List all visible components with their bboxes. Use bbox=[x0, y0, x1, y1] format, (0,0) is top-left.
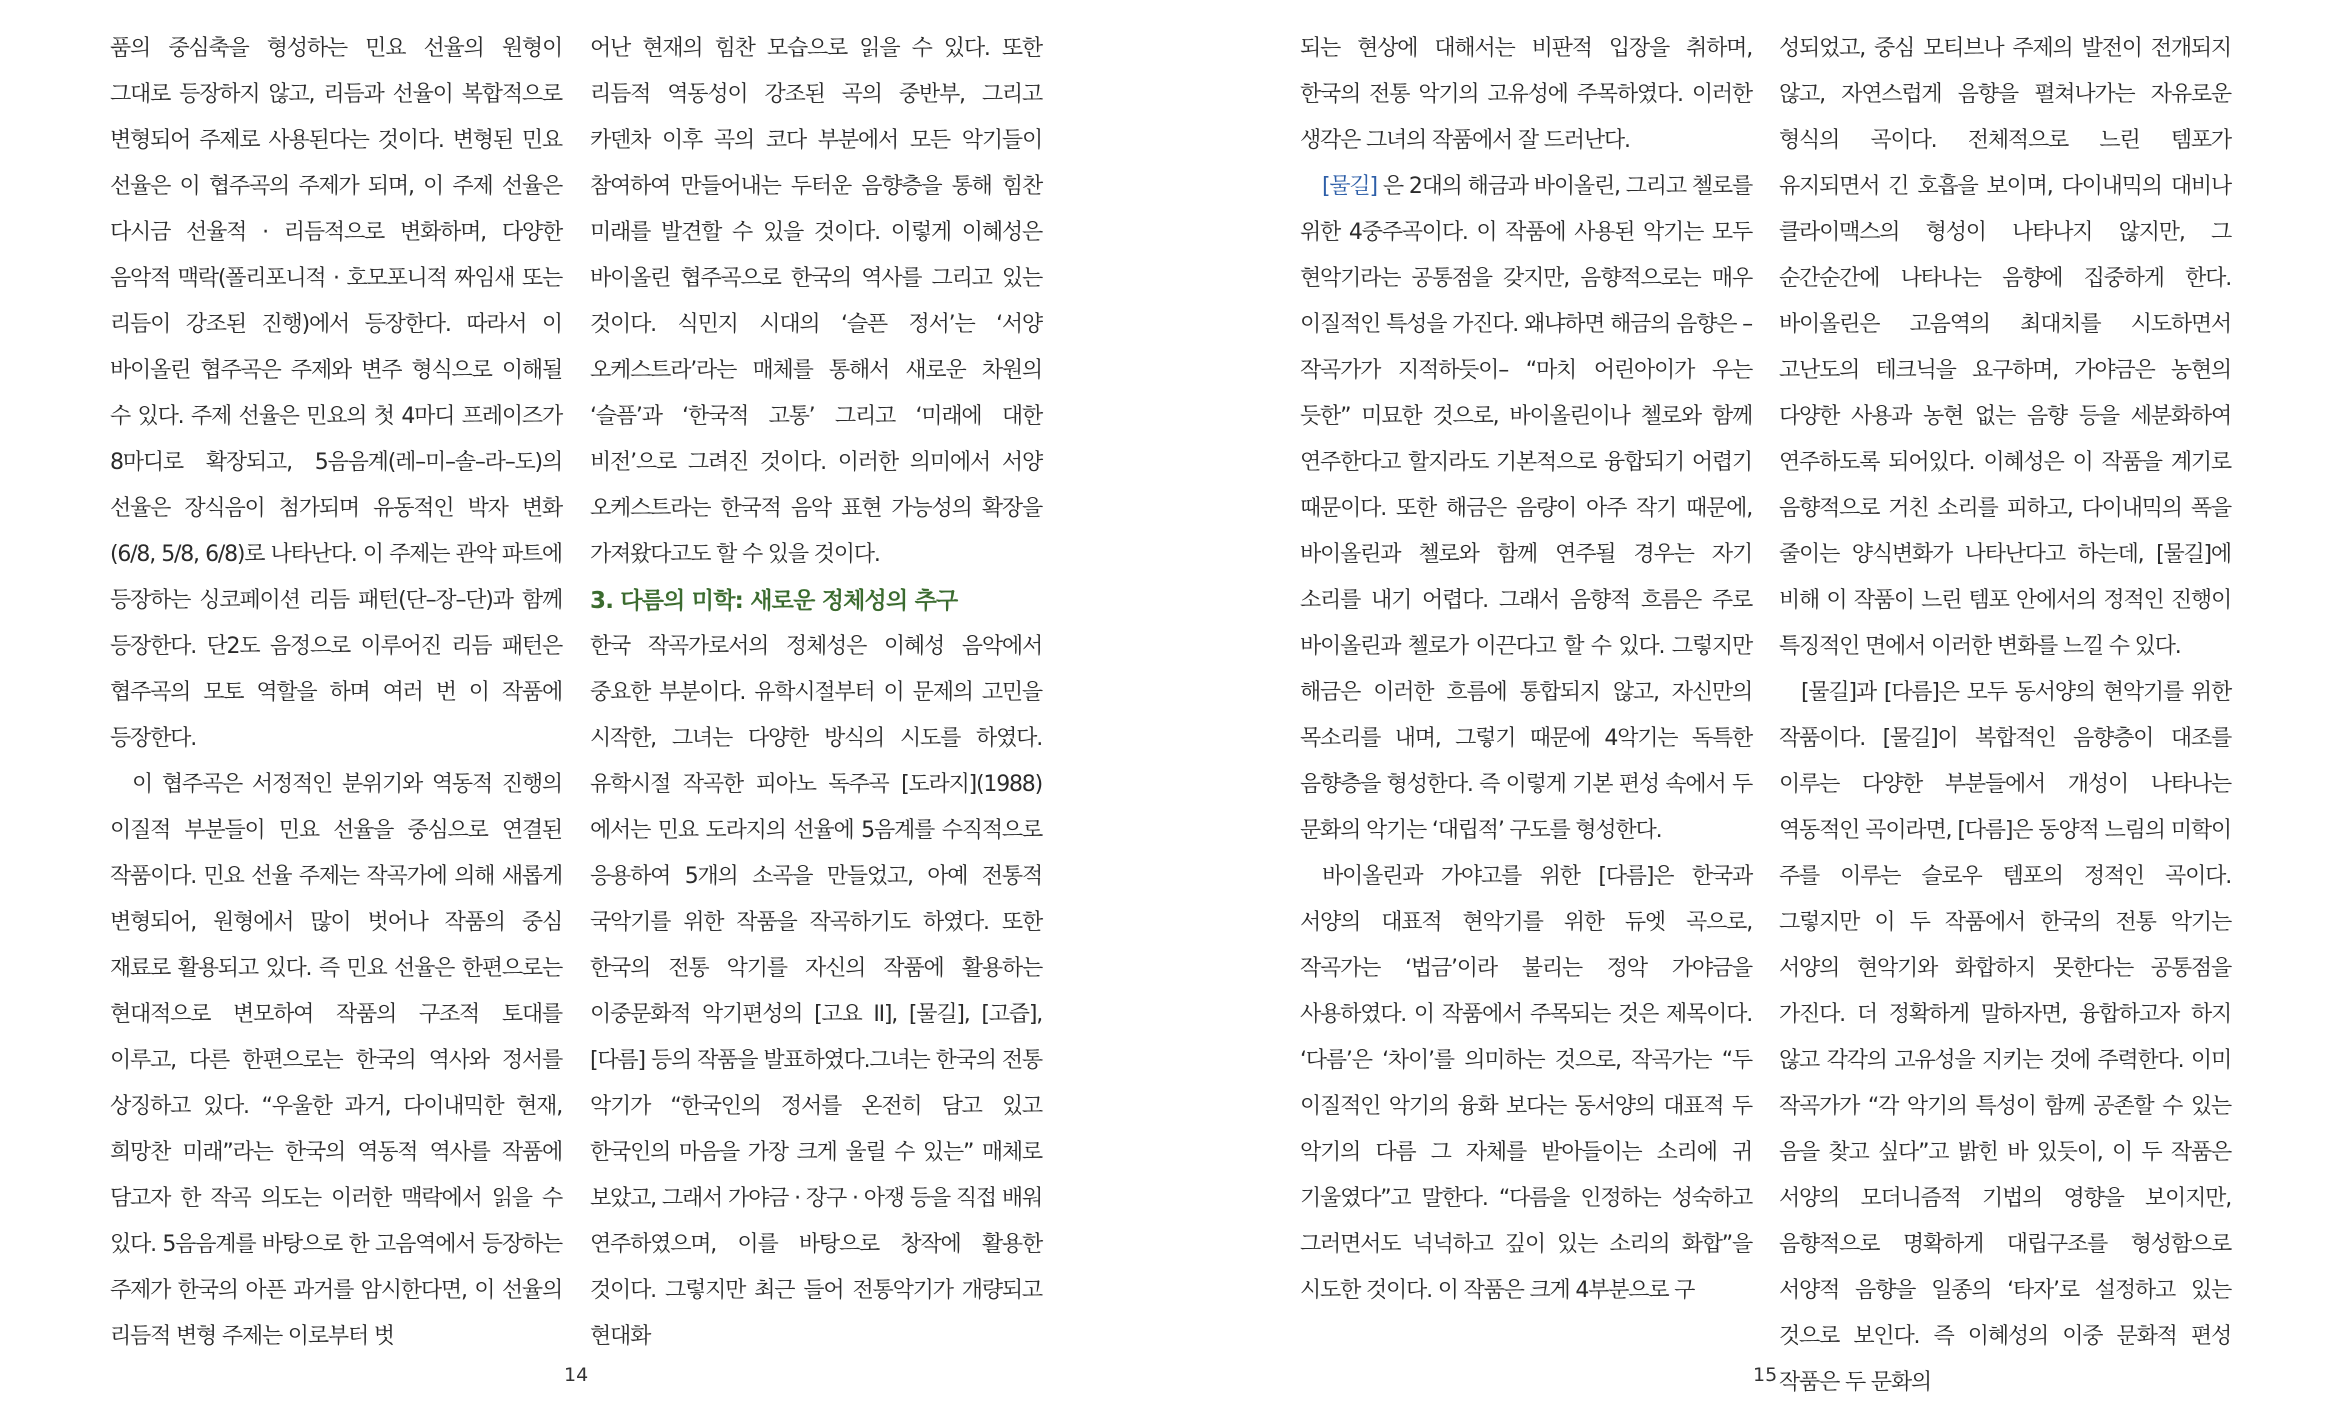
paragraph bbox=[1300, 164, 1752, 854]
right-page-column-2 bbox=[1779, 26, 2231, 1406]
paragraph: 되는 현상에 대해서는 비판적 입장을 취하며, 한국의 전통 악기의 고유성에 주목하였다. 이러한 생각은 그녀의 작품에서 잘 드러난다. bbox=[1300, 36, 1752, 153]
left-page-column-2 bbox=[590, 26, 1042, 1360]
paragraph: 성되었고, 중심 모티브나 주제의 발전이 전개되지 않고, 자연스럽게 음향을 펼쳐나가는 자유로운 형식의 곡이다. 전체적으로 느린 템포가 유지되면서 긴 호흡을 보이며, 다이내믹의 대비나 클라이맥스의 형성이 나타나지 않지만, 그 순간순간에 나타나는 음향에 집중하게 한다. 바이올린은 고음역의 최대치를 시도하면서 고난도의 테크닉을 요구하며, 가야금은 농현의 다양한 사용과 농현 없는 음향 등을 세분화하여 연주하도록 되어있다. 이혜성은 이 작품을 계기로 음향적으로 거친 소리를 피하고, 다이내믹의 폭을 줄이는 양식변화가 나타난다고 하는데, [물길]에 비해 이 작품이 느린 템포 안에서의 정적인 진행이 특징적인 면에서 이러한 변화를 느낄 수 있다. bbox=[1779, 36, 2231, 659]
section-heading: 3. 다름의 미학: 새로운 정체성의 추구 bbox=[590, 588, 958, 614]
left-page-column-1 bbox=[110, 26, 562, 1360]
paragraph-text: 은 2대의 해금과 바이올린, 그리고 첼로를 위한 4중주곡이다. 이 작품에 사용된 악기는 모두 현악기라는 공통점을 갖지만, 음향적으로는 매우 이질적인 특성을 가진다. 왜냐하면 해금의 음향은 –작곡가가 지적하듯이– “마치 어린아이가 우는 듯한” 미묘한 것으로, 바이올린이나 첼로와 함께 연주한다고 할지라도 기본적으로 융합되기 어렵기 때문이다. 또한 해금은 음량이 아주 작기 때문에, 바이올린과 첼로와 함께 연주될 경우는 자기 소리를 내기 어렵다. 그래서 음향적 흐름은 주로 바이올린과 첼로가 이끈다고 할 수 있다. 그렇지만 해금은 이러한 흐름에 통합되지 않고, 자신만의 목소리를 내며, 그렇기 때문에 4악기는 독특한 음향층을 형성한다. 즉 이렇게 기본 편성 속에서 두 문화의 악기는 ‘대립적’ 구도를 형성한다. bbox=[1300, 174, 1752, 843]
paragraph: [물길]과 [다름]은 모두 동서양의 현악기를 위한 작품이다. [물길]이 복합적인 음향층이 대조를 이루는 다양한 부분들에서 개성이 나타나는 역동적인 곡이라면, [다름]은 동양적 느림의 미학이 주를 이루는 슬로우 템포의 정적인 곡이다. 그렇지만 이 두 작품에서 한국의 전통 악기는 서양의 현악기와 화합하지 못한다는 공통점을 가진다. 더 정확하게 말하자면, 융합하고자 하지 않고 각각의 고유성을 지키는 것에 주력한다. 이미 작곡가가 “각 악기의 특성이 함께 공존할 수 있는 음을 찾고 싶다”고 밝힌 바 있듯이, 이 두 작품은 서양의 모더니즘적 기법의 영향을 보이지만, 음향적으로 명확하게 대립구조를 형성함으로 서양적 음향을 일종의 ‘타자’로 설정하고 있는 것으로 보인다. 즉 이혜성의 이중 문화적 편성 작품은 두 문화의 bbox=[1779, 680, 2231, 1395]
paragraph: 바이올린과 가야고를 위한 [다름]은 한국과 서양의 대표적 현악기를 위한 듀엣 곡으로, 작곡가는 ‘법금’이라 불리는 정악 가야금을 사용하였다. 이 작품에서 주목되는 것은 제목이다. ‘다름’은 ‘차이’를 의미하는 것으로, 작곡가는 “두 이질적인 악기의 융화 보다는 동서양의 대표적 두 악기의 다름 그 자체를 받아들이는 소리에 귀 기울였다”고 말한다. “다름을 인정하는 성숙하고 그러면서도 넉넉하고 깊이 있는 소리의 화합”을 시도한 것이다. 이 작품은 크게 4부분으로 구 bbox=[1300, 864, 1752, 1303]
page-number-left: 14 bbox=[564, 1364, 589, 1386]
work-title: [물길] bbox=[1322, 174, 1377, 199]
paragraph: 어난 현재의 힘찬 모습으로 읽을 수 있다. 또한 리듬적 역동성이 강조된 곡의 중반부, 그리고 카덴차 이후 곡의 코다 부분에서 모든 악기들이 참여하여 만들어내는 두터운 음향층을 통해 힘찬 미래를 발견할 수 있을 것이다. 이렇게 이혜성은 바이올린 협주곡으로 한국의 역사를 그리고 있는 것이다. 식민지 시대의 ‘슬픈 정서’는 ‘서양 오케스트라’라는 매체를 통해서 새로운 차원의 ‘슬픔’과 ‘한국적 고통’ 그리고 ‘미래에 대한 비전’으로 그려진 것이다. 이러한 의미에서 서양 오케스트라는 한국적 음악 표현 가능성의 확장을 가져왔다고도 할 수 있을 것이다. bbox=[590, 36, 1042, 567]
right-page-column-1 bbox=[1300, 26, 1752, 1314]
paragraph: 품의 중심축을 형성하는 민요 선율의 원형이 그대로 등장하지 않고, 리듬과 선율이 복합적으로 변형되어 주제로 사용된다는 것이다. 변형된 민요 선율은 이 협주곡의 주제가 되며, 이 주제 선율은 다시금 선율적 · 리듬적으로 변화하며, 다양한 음악적 맥락(폴리포니적 · 호모포니적 짜임새 또는 리듬이 강조된 진행)에서 등장한다. 따라서 이 바이올린 협주곡은 주제와 변주 형식으로 이해될 수 있다. 주제 선율은 민요의 첫 4마디 프레이즈가 8마디로 확장되고, 5음음계(레–미–솔–라–도)의 선율은 장식음이 첨가되며 유동적인 박자 변화(6/8, 5/8, 6/8)로 나타난다. 이 주제는 관악 파트에 등장하는 싱코페이션 리듬 패턴(단–장–단)과 함께 등장한다. 단2도 음정으로 이루어진 리듬 패턴은 협주곡의 모토 역할을 하며 여러 번 이 작품에 등장한다. bbox=[110, 36, 562, 751]
paragraph: 한국 작곡가로서의 정체성은 이혜성 음악에서 중요한 부분이다. 유학시절부터 이 문제의 고민을 시작한, 그녀는 다양한 방식의 시도를 하였다. 유학시절 작곡한 피아노 독주곡 [도라지](1988)에서는 민요 도라지의 선율에 5음계를 수직적으로 응용하여 5개의 소곡을 만들었고, 아예 전통적 국악기를 위한 작품을 작곡하기도 하였다. 또한 한국의 전통 악기를 자신의 작품에 활용하는 이중문화적 악기편성의 [고요 II], [물길], [고즙], [다름] 등의 작품을 발표하였다.그녀는 한국의 전통 악기가 “한국인의 정서를 온전히 담고 있고 한국인의 마음을 가장 크게 울릴 수 있는” 매체로 보았고, 그래서 가야금 · 장구 · 아쟁 등을 직접 배워 연주하였으며, 이를 바탕으로 창작에 활용한 것이다. 그렇지만 최근 들어 전통악기가 개량되고 현대화 bbox=[590, 634, 1042, 1349]
paragraph: 이 협주곡은 서정적인 분위기와 역동적 진행의 이질적 부분들이 민요 선율을 중심으로 연결된 작품이다. 민요 선율 주제는 작곡가에 의해 새롭게 변형되어, 원형에서 많이 벗어나 작품의 중심 재료로 활용되고 있다. 즉 민요 선율은 한편으로는 현대적으로 변모하여 작품의 구조적 토대를 이루고, 다른 한편으로는 한국의 역사와 정서를 상징하고 있다. “우울한 과거, 다이내믹한 현재, 희망찬 미래”라는 한국의 역동적 역사를 작품에 담고자 한 작곡 의도는 이러한 맥락에서 읽을 수 있다. 5음음계를 바탕으로 한 고음역에서 등장하는 주제가 한국의 아픈 과거를 암시한다면, 이 선율의 리듬적 변형 주제는 이로부터 벗 bbox=[110, 772, 562, 1349]
page-number-right: 15 bbox=[1753, 1364, 1778, 1386]
